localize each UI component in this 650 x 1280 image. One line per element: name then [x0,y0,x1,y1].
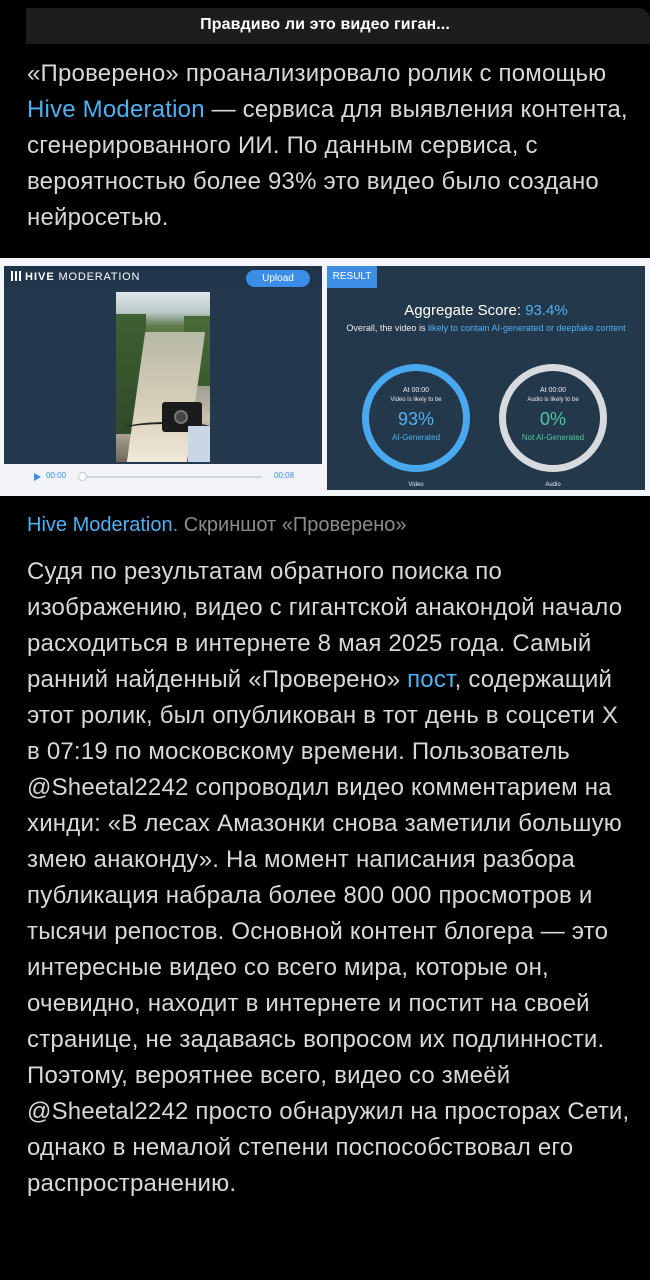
audio-gauge-kind: Audio is likely to be [527,397,579,403]
audio-gauge-caption: Audio [545,482,561,488]
hive-header [4,266,322,288]
body-text-end: , содержащий этот ролик, был опубликован в тот день в соцсети X в 07:19 по московскому времени. Пользователь @Sheetal2242 сопроводил видео комментарием на хинди: «В лесах Амазонки снова заметили большую змею анаконду». На момент написания разбора публикация набрала более 800 000 просмотров и тысячи репостов. Основной контент блогера — это интересные видео со всего мира, которые он, очевидно, находит в интернете и постит на своей странице, не задаваясь вопросом их подлинности. Поэтому, вероятнее всего, видео со змеёй @Sheetal2242 просто обнаружил на просторах Сети, однако в немалой степени поспособствовал его распространению. [27,666,630,1197]
video-track [82,476,262,478]
upload-button: Upload [246,270,310,287]
audio-gauge-time: At 00:00 [539,387,567,394]
hive-result-panel [327,266,645,490]
intro-paragraph [27,56,630,236]
title-bar [0,0,650,44]
caption-link[interactable]: Hive Moderation [27,514,173,536]
result-summary [337,321,635,335]
play-icon [34,473,41,481]
video-gauge-caption: Video [408,482,424,488]
video-preview [116,292,210,462]
hive-upload-panel [4,266,322,490]
audio-gauge-percent: 0% [539,409,566,429]
aggregate-value: 93.4% [525,302,568,319]
hive-screenshot [0,258,650,496]
summary-highlight: likely to contain AI-generated or deepfake content [427,323,626,333]
body-text-start: Судя по результатам обратного поиска по изображению, видео с гигантской анакондой начало расходиться в интернете 8 мая 2025 года. Самый ранний найденный «Проверено» [27,558,623,693]
video-gauge-kind: Video is likely to be [390,397,442,403]
video-gauge-percent: 93% [397,409,435,429]
post-link[interactable]: пост [407,666,455,693]
image-caption [27,512,407,538]
time-start: 00:00 [46,471,67,480]
audio-gauge-label: Not AI-Generated [521,433,585,442]
page-title: Правдиво ли это видео гиган... [200,16,450,33]
hive-logo-bold: HIVE [25,271,55,283]
intro-text-end: — сервиса для выявления контента, сгенерированного ИИ. По данным сервиса, с вероятностью более 93% это видео было создано нейросетью. [27,96,628,231]
audio-gauge [499,364,607,472]
hive-logo-rest: MODERATION [54,271,141,283]
hive-logo-icon [11,271,21,281]
video-gauge-time: At 00:00 [402,387,430,394]
summary-text: Overall, the video is [346,323,428,333]
video-hand [188,426,210,462]
video-knob [78,472,87,481]
caption-text: . Скриншот «Проверено» [172,514,407,536]
camera-lens [174,410,188,424]
time-end: 00:08 [274,471,295,480]
hive-moderation-link[interactable]: Hive Moderation [27,96,205,123]
result-tag: RESULT [327,266,377,288]
intro-text-start: «Проверено» проанализировало ролик с помощью [27,60,607,87]
body-paragraph [27,554,630,1202]
aggregate-score [327,302,645,319]
hive-logo [11,271,140,283]
video-gauge-label: AI-Generated [391,433,441,442]
aggregate-label: Aggregate Score: [404,302,522,319]
video-gauge [362,364,470,472]
video-controls [4,464,322,490]
